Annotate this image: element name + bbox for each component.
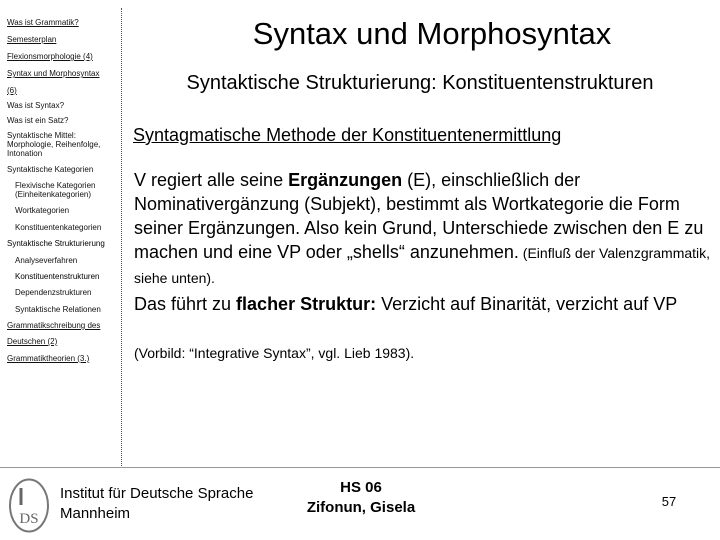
sidebar-item-was-ist-grammatik[interactable]: Was ist Grammatik? — [7, 18, 79, 27]
sidebar-item-dependenzstrukturen[interactable]: Dependenzstrukturen — [15, 288, 92, 297]
paragraph-1-text-c: (E), einschließlich der Nominativergänzung (Subjekt), bestimmt als Wortkategorie die Form seiner Ergänzungen. Also kein Grund, Unterschiede zwischen den E zu machen und eine VP oder „shells“ anzunehmen. — [134, 170, 704, 262]
sidebar-item-syntaktische-mittel[interactable]: Syntaktische Mittel: Morphologie, Reihenfolge, Intonation — [7, 131, 101, 158]
sidebar-item-syntaktische-strukturierung[interactable]: Syntaktische Strukturierung — [7, 239, 105, 248]
sidebar-item-syntaktische-kategorien[interactable]: Syntaktische Kategorien — [7, 165, 94, 174]
sidebar-item-was-ist-ein-satz[interactable]: Was ist ein Satz? — [7, 116, 69, 125]
sidebar-item-wortkategorien[interactable]: Wortkategorien — [15, 206, 70, 215]
sidebar-nav — [0, 0, 121, 468]
paragraph-2-text-a: Das führt zu — [134, 294, 237, 314]
institute-line-1: Institut für Deutsche Sprache — [60, 485, 254, 502]
paragraph-1-text-a: V regiert alle seine — [134, 170, 289, 190]
sidebar-item-semesterplan[interactable]: Semesterplan — [7, 35, 57, 44]
ids-logo — [8, 478, 50, 533]
sidebar-item-flexivische-kategorien[interactable]: Flexivische Kategorien (Einheitenkategorien) — [15, 181, 96, 199]
svg-text:DS: DS — [19, 511, 39, 527]
paragraph-2-text-c: Verzicht auf Binarität, verzicht auf VP — [376, 294, 678, 314]
sidebar-divider — [121, 8, 122, 466]
sidebar-item-grammatiktheorien[interactable]: Grammatiktheorien (3.) — [7, 354, 90, 363]
paragraph-1-note: (Einfluß der Valenzgrammatik, siehe unten). — [134, 245, 711, 286]
sidebar-item-syntax-count[interactable]: (6) — [7, 86, 17, 95]
sidebar-item-deutschen[interactable]: Deutschen (2) — [7, 337, 58, 346]
sidebar-item-syntax-und-morphosyntax[interactable]: Syntax und Morphosyntax — [7, 69, 100, 78]
sidebar-item-syntaktische-relationen[interactable]: Syntaktische Relationen — [15, 305, 101, 314]
sidebar-item-konstituentenkategorien[interactable]: Konstituentenkategorien — [15, 223, 102, 232]
sidebar-item-grammatikschreibung[interactable]: Grammatikschreibung des — [7, 321, 101, 330]
footer-divider — [0, 467, 720, 468]
sidebar-item-was-ist-syntax[interactable]: Was ist Syntax? — [7, 101, 65, 110]
sidebar-item-konstituentenstrukturen[interactable]: Konstituentenstrukturen — [15, 272, 100, 281]
slide-title: Syntax und Morphosyntax — [252, 16, 612, 51]
paragraph-1 — [134, 168, 714, 290]
paragraph-3: (Vorbild: “Integrative Syntax”, vgl. Lieb 1983). — [134, 345, 415, 361]
sidebar-item-analyseverfahren[interactable]: Analyseverfahren — [15, 256, 78, 265]
institute-name — [60, 484, 253, 524]
page-number: 57 — [661, 494, 677, 509]
sidebar-item-flexionsmorphologie[interactable]: Flexionsmorphologie (4) — [7, 52, 93, 61]
slide-subtitle: Syntaktische Strukturierung: Konstituentenstrukturen — [186, 72, 654, 94]
paragraph-2 — [134, 292, 714, 316]
paragraph-1-bold: Ergänzungen — [288, 170, 403, 190]
course-code: HS 06 — [340, 479, 382, 496]
course-info — [296, 478, 426, 518]
paragraph-2-bold: flacher Struktur: — [236, 294, 377, 314]
section-heading: Syntagmatische Methode der Konstituentenermittlung — [133, 125, 562, 145]
author-name: Zifonun, Gisela — [306, 499, 416, 516]
institute-line-2: Mannheim — [60, 505, 131, 522]
